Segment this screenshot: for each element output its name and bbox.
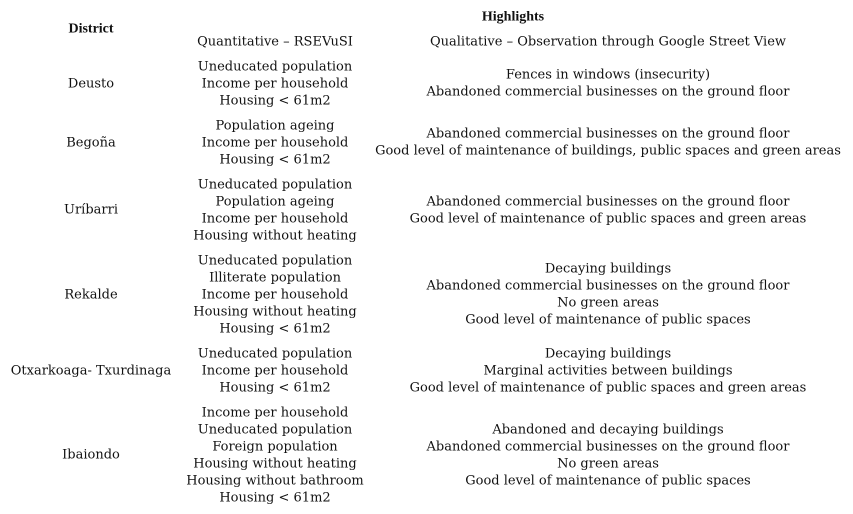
district-cell: Uríbarri	[64, 202, 118, 218]
district-cell: Deusto	[67, 76, 115, 92]
header-district: District	[68, 21, 114, 37]
quantitative-item: Population ageing	[215, 194, 335, 210]
quantitative-item: Housing < 61m2	[219, 93, 331, 109]
district-cell: Begoña	[66, 135, 116, 151]
qualitative-item: Decaying buildings	[544, 346, 672, 362]
quantitative-item: Uneducated population	[197, 346, 353, 362]
quantitative-item: Population ageing	[215, 118, 335, 134]
quantitative-item: Housing < 61m2	[219, 152, 331, 168]
quantitative-item: Uneducated population	[197, 253, 353, 269]
qualitative-item: No green areas	[557, 295, 659, 311]
qualitative-item: Good level of maintenance of public spaces	[465, 473, 751, 489]
quantitative-item: Income per household	[201, 287, 349, 303]
qualitative-item: Good level of maintenance of public spaces	[465, 312, 751, 328]
qualitative-item: Abandoned and decaying buildings	[492, 422, 724, 438]
quantitative-item: Housing < 61m2	[219, 490, 331, 506]
quantitative-item: Uneducated population	[197, 422, 353, 438]
district-cell: Rekalde	[64, 287, 118, 303]
quantitative-item: Housing without heating	[193, 456, 357, 472]
qualitative-item: No green areas	[557, 456, 659, 472]
qualitative-item: Fences in windows (insecurity)	[505, 67, 711, 83]
qualitative-item: Abandoned commercial businesses on the ground floor	[426, 126, 790, 142]
quantitative-item: Uneducated population	[197, 59, 353, 75]
district-cell: Ibaiondo	[62, 447, 120, 463]
quantitative-item: Income per household	[201, 135, 349, 151]
quantitative-item: Income per household	[201, 211, 349, 227]
subheader-qualitative: Qualitative – Observation through Google Street View	[429, 34, 787, 50]
subheader-quantitative: Quantitative – RSEVuSI	[197, 34, 353, 50]
quantitative-item: Housing without bathroom	[186, 473, 364, 489]
qualitative-item: Good level of maintenance of public spaces and green areas	[409, 380, 807, 396]
qualitative-item: Marginal activities between buildings	[483, 363, 733, 379]
qualitative-item: Good level of maintenance of buildings, public spaces and green areas	[375, 143, 841, 159]
qualitative-item: Abandoned commercial businesses on the ground floor	[426, 278, 790, 294]
quantitative-item: Uneducated population	[197, 177, 353, 193]
quantitative-item: Housing without heating	[193, 304, 357, 320]
quantitative-item: Income per household	[201, 76, 349, 92]
quantitative-item: Income per household	[201, 363, 349, 379]
qualitative-item: Abandoned commercial businesses on the ground floor	[426, 439, 790, 455]
quantitative-item: Income per household	[201, 405, 349, 421]
quantitative-item: Housing < 61m2	[219, 321, 331, 337]
quantitative-item: Housing < 61m2	[219, 380, 331, 396]
qualitative-item: Decaying buildings	[544, 261, 672, 277]
district-cell: Otxarkoaga- Txurdinaga	[10, 363, 172, 379]
quantitative-item: Illiterate population	[209, 270, 341, 286]
qualitative-item: Abandoned commercial businesses on the ground floor	[426, 194, 790, 210]
quantitative-item: Foreign population	[212, 439, 338, 455]
qualitative-item: Abandoned commercial businesses on the ground floor	[426, 84, 790, 100]
qualitative-item: Good level of maintenance of public spaces and green areas	[409, 211, 807, 227]
quantitative-item: Housing without heating	[193, 228, 357, 244]
header-highlights: Highlights	[481, 9, 545, 25]
